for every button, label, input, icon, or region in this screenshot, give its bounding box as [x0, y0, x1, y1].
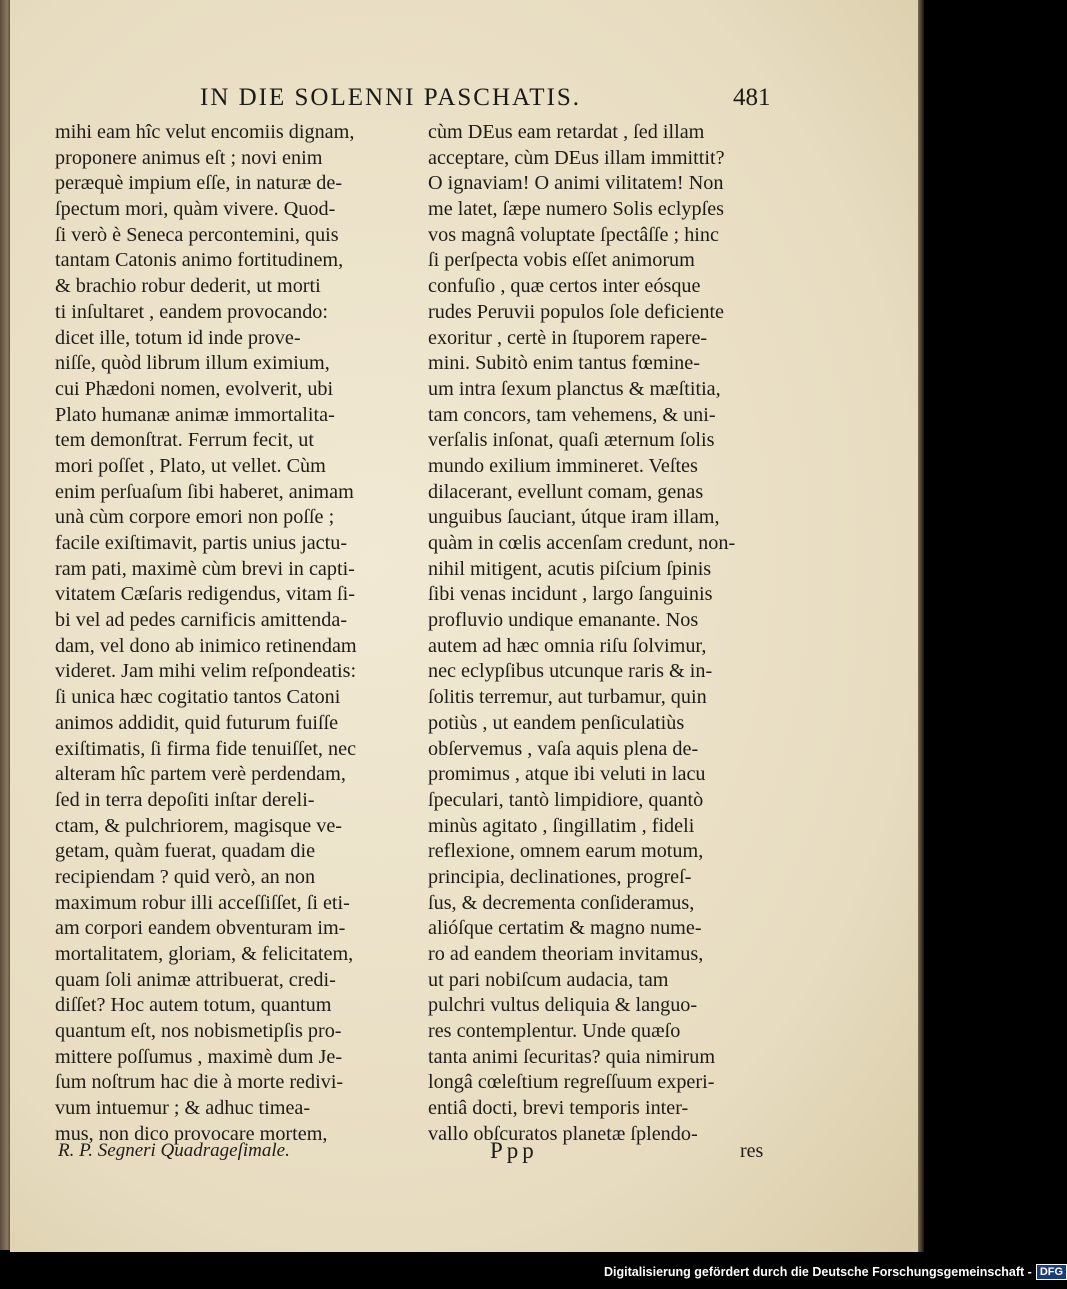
text-line: um intra ſexum planctus & mæſtitia,	[428, 377, 721, 400]
text-line: reflexione, omnem earum motum,	[428, 840, 704, 863]
text-line: proponere animus eſt ; novi enim	[55, 146, 323, 169]
text-line: me latet, ſæpe numero Solis eclypſes	[428, 198, 725, 221]
text-line: bi vel ad pedes carnificis amittenda-	[55, 609, 348, 632]
text-line: enim perſuaſum ſibi haberet, animam	[55, 480, 354, 503]
running-head: IN DIE SOLENNI PASCHATIS.	[200, 84, 582, 111]
text-line: tantam Catonis animo fortitudinem,	[55, 249, 344, 272]
text-line: tam concors, tam vehemens, & uni-	[428, 403, 716, 426]
text-line: verſalis inſonat, quaſi æternum ſolis	[428, 429, 715, 452]
text-line: ſpectum mori, quàm vivere. Quod-	[55, 198, 336, 221]
text-line: principia, declinationes, progreſ-	[428, 865, 692, 888]
text-line: maximum robur illi acceſſiſſet, ſi eti-	[55, 891, 350, 914]
text-line: vos magnâ voluptate ſpectâſſe ; hinc	[428, 223, 719, 246]
digitization-credit	[604, 1264, 1064, 1280]
text-line: diſſet? Hoc autem totum, quantum	[55, 994, 332, 1017]
text-line: vallo obſcuratos planetæ ſplendo-	[428, 1122, 698, 1145]
text-line: quàm in cœlis accenſam credunt, non-	[428, 532, 736, 554]
text-line: ſi verò è Seneca percontemini, quis	[55, 223, 339, 246]
dfg-logo: DFG	[1036, 1264, 1067, 1280]
scan-background	[924, 0, 1000, 1252]
text-line: peræquè impium eſſe, in naturæ de-	[55, 172, 343, 195]
text-line: ctam, & pulchriorem, magisque ve-	[55, 814, 343, 837]
footer-source-note: R. P. Segneri Quadrageſimale.	[58, 1140, 290, 1161]
text-line: nec eclypſibus utcunque raris & in-	[428, 660, 713, 683]
text-line: unguibus ſauciant, útque iram illam,	[428, 506, 720, 529]
text-line: mundo exilium immineret. Veſtes	[428, 454, 698, 477]
text-line: obſervemus , vaſa aquis plena de-	[428, 737, 699, 760]
text-line: getam, quàm fuerat, quadam die	[55, 840, 316, 863]
text-line: potiùs , ut eandem penſiculatiùs	[428, 711, 685, 734]
text-line: & brachio robur dederit, ut morti	[55, 275, 321, 298]
text-line: profluvio undique emanante. Nos	[428, 609, 699, 632]
text-line: facile exiſtimavit, partis unius jactu-	[55, 532, 348, 554]
text-line: ſolitis terremur, aut turbamur, quin	[428, 686, 707, 709]
text-line: mortalitatem, gloriam, & felicitatem,	[55, 943, 354, 965]
text-line: exoritur , certè in ſtuporem rapere-	[428, 326, 708, 349]
text-line: ſi perſpecta vobis eſſet animorum	[428, 249, 695, 272]
text-line: quam ſoli animæ attribuerat, credi-	[55, 968, 336, 991]
text-line: ti inſultaret , eandem provocando:	[55, 300, 329, 323]
text-line: mini. Subitò enim tantus fœmine-	[428, 352, 700, 375]
page-number: 481	[733, 84, 771, 111]
right-text-column	[428, 120, 778, 1148]
text-line: rudes Peruvii populos ſole deficiente	[428, 300, 725, 323]
text-line: ſum noſtrum hac die à morte redivi-	[55, 1071, 344, 1094]
text-line: nihil mitigent, acutis piſcium ſpinis	[428, 557, 712, 580]
text-line: mus, non dico provocare mortem,	[55, 1122, 328, 1145]
text-line: pulchri vultus deliquia & languo-	[428, 994, 698, 1017]
text-line: ſus, & decrementa conſideramus,	[428, 891, 695, 914]
text-line: ram pati, maximè cùm brevi in capti-	[55, 557, 355, 580]
text-line: longâ cœleſtium regreſſuum experi-	[428, 1071, 715, 1094]
text-line: tem demonſtrat. Ferrum fecit, ut	[55, 429, 314, 452]
text-line: ſi unica hæc cogitatio tantos Catoni	[55, 686, 341, 709]
text-line: vitatem Cæſaris redigendus, vitam ſi-	[55, 583, 355, 606]
text-line: alióſque certatim & magno nume-	[428, 917, 702, 940]
text-line: alteram hîc partem verè perdendam,	[55, 763, 346, 786]
text-line: tanta animi ſecuritas? quia nimirum	[428, 1045, 716, 1068]
text-line: O ignaviam! O animi vilitatem! Non	[428, 172, 724, 195]
text-line: quantum eſt, nos nobismetipſis pro-	[55, 1020, 342, 1043]
text-line: ſpeculari, tantò limpidiore, quantò	[428, 788, 704, 811]
text-line: cui Phædoni nomen, evolverit, ubi	[55, 377, 334, 400]
text-line: animos addidit, quid futurum fuiſſe	[55, 711, 339, 734]
text-line: dam, vel dono ab inimico retinendam	[55, 634, 357, 657]
text-line: minùs agitato , ſingillatim , fideli	[428, 814, 695, 837]
text-line: acceptare, cùm DEus illam immittit?	[428, 146, 725, 169]
credit-text: Digitalisierung gefördert durch die Deutsche Forschungsgemeinschaft -	[604, 1265, 1032, 1279]
text-line: ſed in terra depoſiti inſtar dereli-	[55, 788, 315, 811]
text-line: mihi eam hîc velut encomiis dignam,	[55, 121, 355, 143]
text-line: ro ad eandem theoriam invitamus,	[428, 943, 704, 965]
text-line: dilacerant, evellunt comam, genas	[428, 480, 704, 503]
text-line: entiâ docti, brevi temporis inter-	[428, 1097, 689, 1120]
text-line: ſibi venas incidunt , largo ſanguinis	[428, 583, 713, 606]
text-line: res contemplentur. Unde quæſo	[428, 1020, 681, 1043]
text-line: cùm DEus eam retardat , ſed illam	[428, 121, 705, 143]
text-line: unà cùm corpore emori non poſſe ;	[55, 506, 335, 529]
text-line: videret. Jam mihi velim reſpondeatis:	[55, 660, 357, 683]
text-line: confuſio , quæ certos inter eósque	[428, 275, 701, 298]
text-line: recipiendam ? quid verò, an non	[55, 865, 316, 888]
text-line: Plato humanæ animæ immortalita-	[55, 403, 335, 426]
text-line: mittere poſſumus , maximè dum Je-	[55, 1045, 343, 1068]
text-line: autem ad hæc omnia riſu ſolvimur,	[428, 634, 707, 657]
catchword: res	[740, 1140, 764, 1162]
text-line: am corpori eandem obventuram im-	[55, 917, 346, 940]
text-line: mori poſſet , Plato, ut vellet. Cùm	[55, 454, 326, 477]
text-line: ut pari nobiſcum audacia, tam	[428, 968, 669, 991]
left-text-column	[55, 120, 410, 1148]
signature-mark: Ppp	[490, 1138, 538, 1163]
text-line: niſſe, quòd librum illum eximium,	[55, 352, 330, 375]
text-line: exiſtimatis, ſi firma fide tenuiſſet, nec	[55, 737, 357, 760]
text-line: promimus , atque ibi veluti in lacu	[428, 763, 706, 786]
text-line: dicet ille, totum id inde prove-	[55, 326, 301, 349]
text-line: vum intuemur ; & adhuc timea-	[55, 1097, 311, 1120]
